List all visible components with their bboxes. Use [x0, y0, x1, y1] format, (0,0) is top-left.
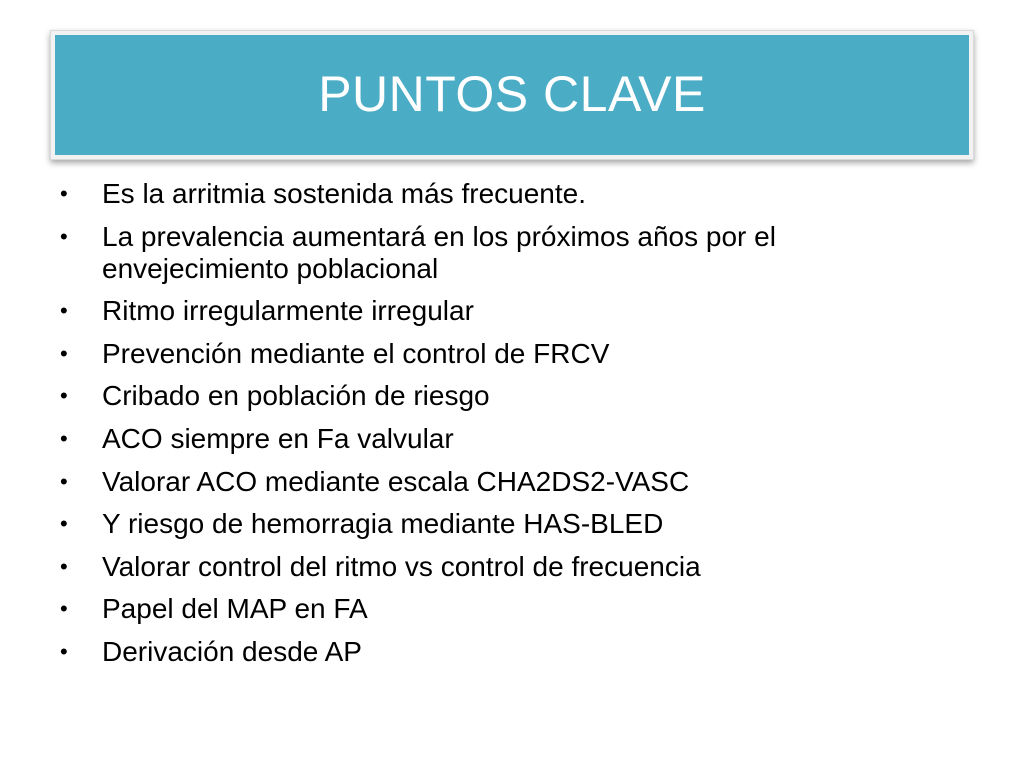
bullet-icon: •: [60, 181, 68, 206]
bullet-text: Ritmo irregularmente irregular: [102, 295, 474, 327]
bullet-item: [58, 221, 958, 285]
bullet-list: [58, 178, 958, 679]
bullet-item: [58, 380, 958, 412]
bullet-item: [58, 466, 958, 498]
bullet-item: [58, 508, 958, 540]
bullet-item: [58, 338, 958, 370]
bullet-item: [58, 178, 958, 210]
bullet-item: [58, 551, 958, 583]
bullet-item: [58, 636, 958, 668]
bullet-icon: •: [60, 511, 68, 537]
bullet-icon: •: [60, 340, 68, 366]
bullet-text: Y riesgo de hemorragia mediante HAS-BLED: [102, 508, 664, 540]
title-banner-fill: [55, 35, 969, 155]
bullet-text: La prevalencia aumentará en los próximos años por el envejecimiento poblacional: [102, 220, 776, 284]
bullet-text: Valorar control del ritmo vs control de frecuencia: [102, 550, 701, 582]
bullet-item: [58, 295, 958, 327]
slide-title: PUNTOS CLAVE: [318, 66, 706, 122]
bullet-text: Papel del MAP en FA: [102, 593, 368, 625]
bullet-text: ACO siempre en Fa valvular: [102, 422, 454, 454]
bullet-icon: •: [60, 223, 68, 249]
bullet-item: [58, 593, 958, 625]
bullet-text: Cribado en población de riesgo: [102, 380, 490, 412]
title-banner: [50, 30, 974, 160]
bullet-icon: •: [60, 383, 68, 409]
bullet-text: Valorar ACO mediante escala CHA2DS2-VASC: [102, 465, 690, 497]
bullet-icon: •: [60, 298, 68, 324]
bullet-text: Es la arritmia sostenida más frecuente.: [102, 178, 586, 209]
bullet-icon: •: [60, 553, 68, 579]
bullet-icon: •: [60, 425, 68, 451]
bullet-icon: •: [60, 638, 68, 664]
bullet-text: Prevención mediante el control de FRCV: [102, 337, 610, 369]
bullet-icon: •: [60, 468, 68, 494]
bullet-item: [58, 423, 958, 455]
bullet-text: Derivación desde AP: [102, 635, 362, 667]
bullet-icon: •: [60, 596, 68, 622]
